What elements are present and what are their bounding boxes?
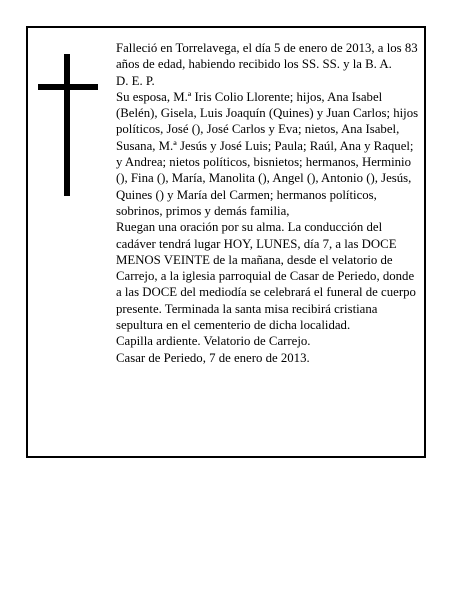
rip-line: D. E. P.	[116, 73, 155, 88]
cross-vertical-bar	[64, 54, 70, 196]
cross-horizontal-bar	[38, 84, 98, 90]
place-date: Casar de Periedo, 7 de enero de 2013.	[116, 350, 310, 365]
obituary-text	[116, 40, 422, 366]
latin-cross-icon	[38, 54, 98, 196]
death-announcement: Falleció en Torrelavega, el día 5 de enero de 2013, a los 83 años de edad, habiendo recibido los SS. SS. y la B. A.	[116, 41, 418, 72]
obituary-notice	[26, 26, 426, 458]
family-list: Su esposa, M.ª Iris Colio Llorente; hijos, Ana Isabel (Belén), Gisela, Luis Joaquín (Quines) y Juan Carlos; hijos políticos, José (), José Carlos y Eva; nietos, Ana Isabel, Susana, M.ª Jesús y José Luis; Paula; Raúl, Ana y Raquel; y Andrea; nietos políticos, bisnietos; hermanos, Herminio (), Fina (), María, Manolita (), Angel (), Antonio (), Jesús, Quines () y María del Carmen; hermanos políticos, sobrinos, primos y demás familia,	[116, 89, 419, 218]
chapel-info: Capilla ardiente. Velatorio de Carrejo.	[116, 334, 311, 349]
funeral-details: Ruegan una oración por su alma. La conducción del cadáver tendrá lugar HOY, LUNES, día 7, a las DOCE MENOS VEINTE de la mañana, desde el velatorio de Carrejo, a la iglesia parroquial de Casar de Periedo, donde a las DOCE del mediodía se celebrará el funeral de cuerpo presente. Terminada la santa misa recibirá cristiana sepultura en el cementerio de dicha localidad.	[116, 220, 416, 333]
